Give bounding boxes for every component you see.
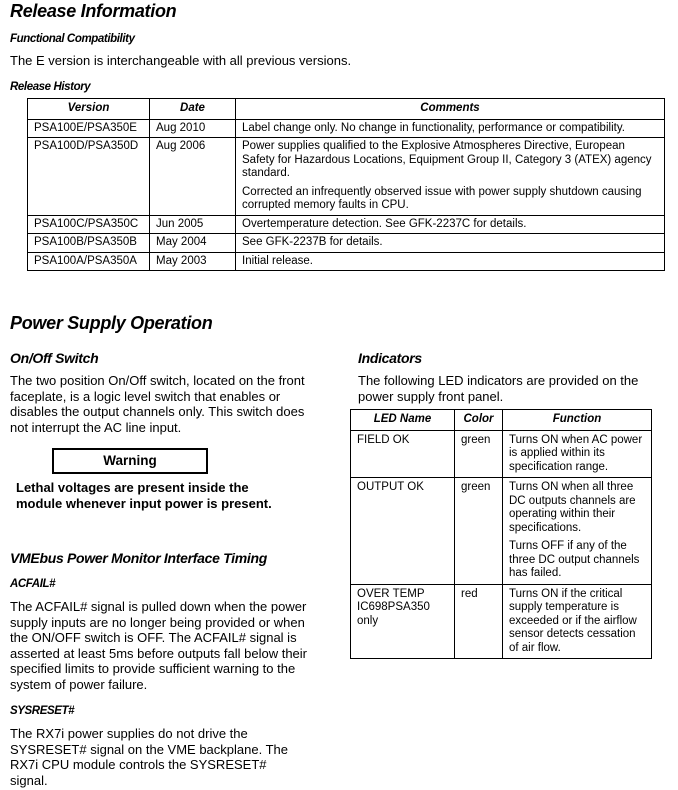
function-text: Turns ON when all three DC outputs channels are operating within their specifications.	[509, 481, 636, 534]
indicators-heading: Indicators	[358, 350, 422, 366]
sysreset-text: The RX7i power supplies do not drive the SYSRESET# signal on the VME backplane. The RX7i CPU module controls the SYSRESET# signal.	[10, 726, 288, 788]
table-row	[351, 478, 652, 585]
led-color-cell: green	[455, 430, 503, 478]
version-cell: PSA100C/PSA350C	[28, 215, 150, 234]
release-information-title: Release Information	[10, 1, 177, 21]
comments-cell	[236, 138, 665, 216]
comments-cell	[236, 252, 665, 271]
column-header: Date	[150, 99, 236, 120]
onoff-switch-text: The two position On/Off switch, located on the front faceplate, is a logic level switch that enables or disables the output channels only. This switch does not interrupt the AC line input.	[10, 373, 305, 435]
comment-text: See GFK-2237B for details.	[242, 236, 383, 248]
comment-text: Initial release.	[242, 254, 313, 267]
onoff-switch-heading: On/Off Switch	[10, 350, 99, 366]
date-cell: May 2004	[150, 234, 236, 253]
indicators-text: The following LED indicators are provided on the power supply front panel.	[358, 373, 639, 404]
acfail-text: The ACFAIL# signal is pulled down when the power supply inputs are no longer being provided or when the ON/OFF switch is OFF. The ACFAIL# signal is asserted at least 5ms before outputs fall below their specified limits to provide sufficient warning to the system of power failure.	[10, 599, 307, 692]
column-header: Color	[455, 410, 503, 431]
date-cell: Aug 2006	[150, 138, 236, 216]
table-row	[28, 119, 665, 138]
led-name: OUTPUT OK	[357, 481, 424, 493]
column-header: Version	[28, 99, 150, 120]
date-cell: May 2003	[150, 252, 236, 271]
led-function-cell	[503, 478, 652, 585]
column-header: Function	[503, 410, 652, 431]
version-cell: PSA100E/PSA350E	[28, 119, 150, 138]
vmebus-timing-heading: VMEbus Power Monitor Interface Timing	[10, 550, 268, 566]
date-cell: Aug 2010	[150, 119, 236, 138]
table-row	[28, 215, 665, 234]
comment-text: Corrected an infrequently observed issue with power supply shutdown causing corrupted memory faults in CPU.	[242, 185, 642, 211]
warning-text: Lethal voltages are present inside the module whenever input power is present.	[16, 480, 272, 511]
table-header-row	[351, 410, 652, 431]
version-cell: PSA100B/PSA350B	[28, 234, 150, 253]
table-row	[351, 430, 652, 478]
led-color-cell: red	[455, 584, 503, 659]
column-header: Comments	[236, 99, 665, 120]
release-history-table	[27, 98, 665, 271]
led-indicators-table	[350, 409, 652, 659]
comments-cell	[236, 234, 665, 253]
functional-compatibility-text: The E version is interchangeable with all previous versions.	[10, 53, 352, 68]
led-name-cell	[351, 430, 455, 478]
comment-text: Label change only. No change in functionality, performance or compatibility.	[242, 121, 625, 134]
table-row	[28, 234, 665, 253]
led-name-note: only	[357, 614, 379, 627]
table-row	[28, 252, 665, 271]
comment-text: Power supplies qualified to the Explosive Atmospheres Directive, European Safety for Hazardous Locations, Equipment Group II, Category 3 (ATEX) agency standard.	[242, 140, 652, 179]
table-row	[28, 138, 665, 216]
acfail-heading: ACFAIL#	[10, 578, 56, 590]
column-header: LED Name	[351, 410, 455, 431]
release-history-heading: Release History	[10, 81, 91, 93]
function-text: Turns OFF if any of the three DC output channels has failed.	[509, 540, 640, 579]
comments-cell	[236, 119, 665, 138]
table-header-row	[28, 99, 665, 120]
function-text: Turns ON if the critical supply temperature is exceeded or if the airflow sensor detects cessation of air flow.	[509, 587, 637, 654]
version-cell: PSA100D/PSA350D	[28, 138, 150, 216]
led-color-cell: green	[455, 478, 503, 585]
led-name: FIELD OK	[357, 433, 410, 446]
led-name-cell	[351, 584, 455, 659]
table-row	[351, 584, 652, 659]
functional-compatibility-heading: Functional Compatibility	[10, 33, 135, 45]
led-name-cell	[351, 478, 455, 585]
led-name: OVER TEMP	[357, 587, 425, 600]
function-text: Turns ON when AC power is applied within its specification range.	[509, 433, 643, 473]
comments-cell	[236, 215, 665, 234]
sysreset-heading: SYSRESET#	[10, 705, 75, 717]
date-cell: Jun 2005	[150, 215, 236, 234]
led-name-model: IC698PSA350	[357, 601, 430, 613]
warning-label-box: Warning	[52, 448, 208, 474]
version-cell: PSA100A/PSA350A	[28, 252, 150, 271]
led-function-cell	[503, 584, 652, 659]
led-function-cell	[503, 430, 652, 478]
power-supply-operation-title: Power Supply Operation	[10, 313, 213, 333]
comment-text: Overtemperature detection. See GFK-2237C for details.	[242, 217, 527, 230]
